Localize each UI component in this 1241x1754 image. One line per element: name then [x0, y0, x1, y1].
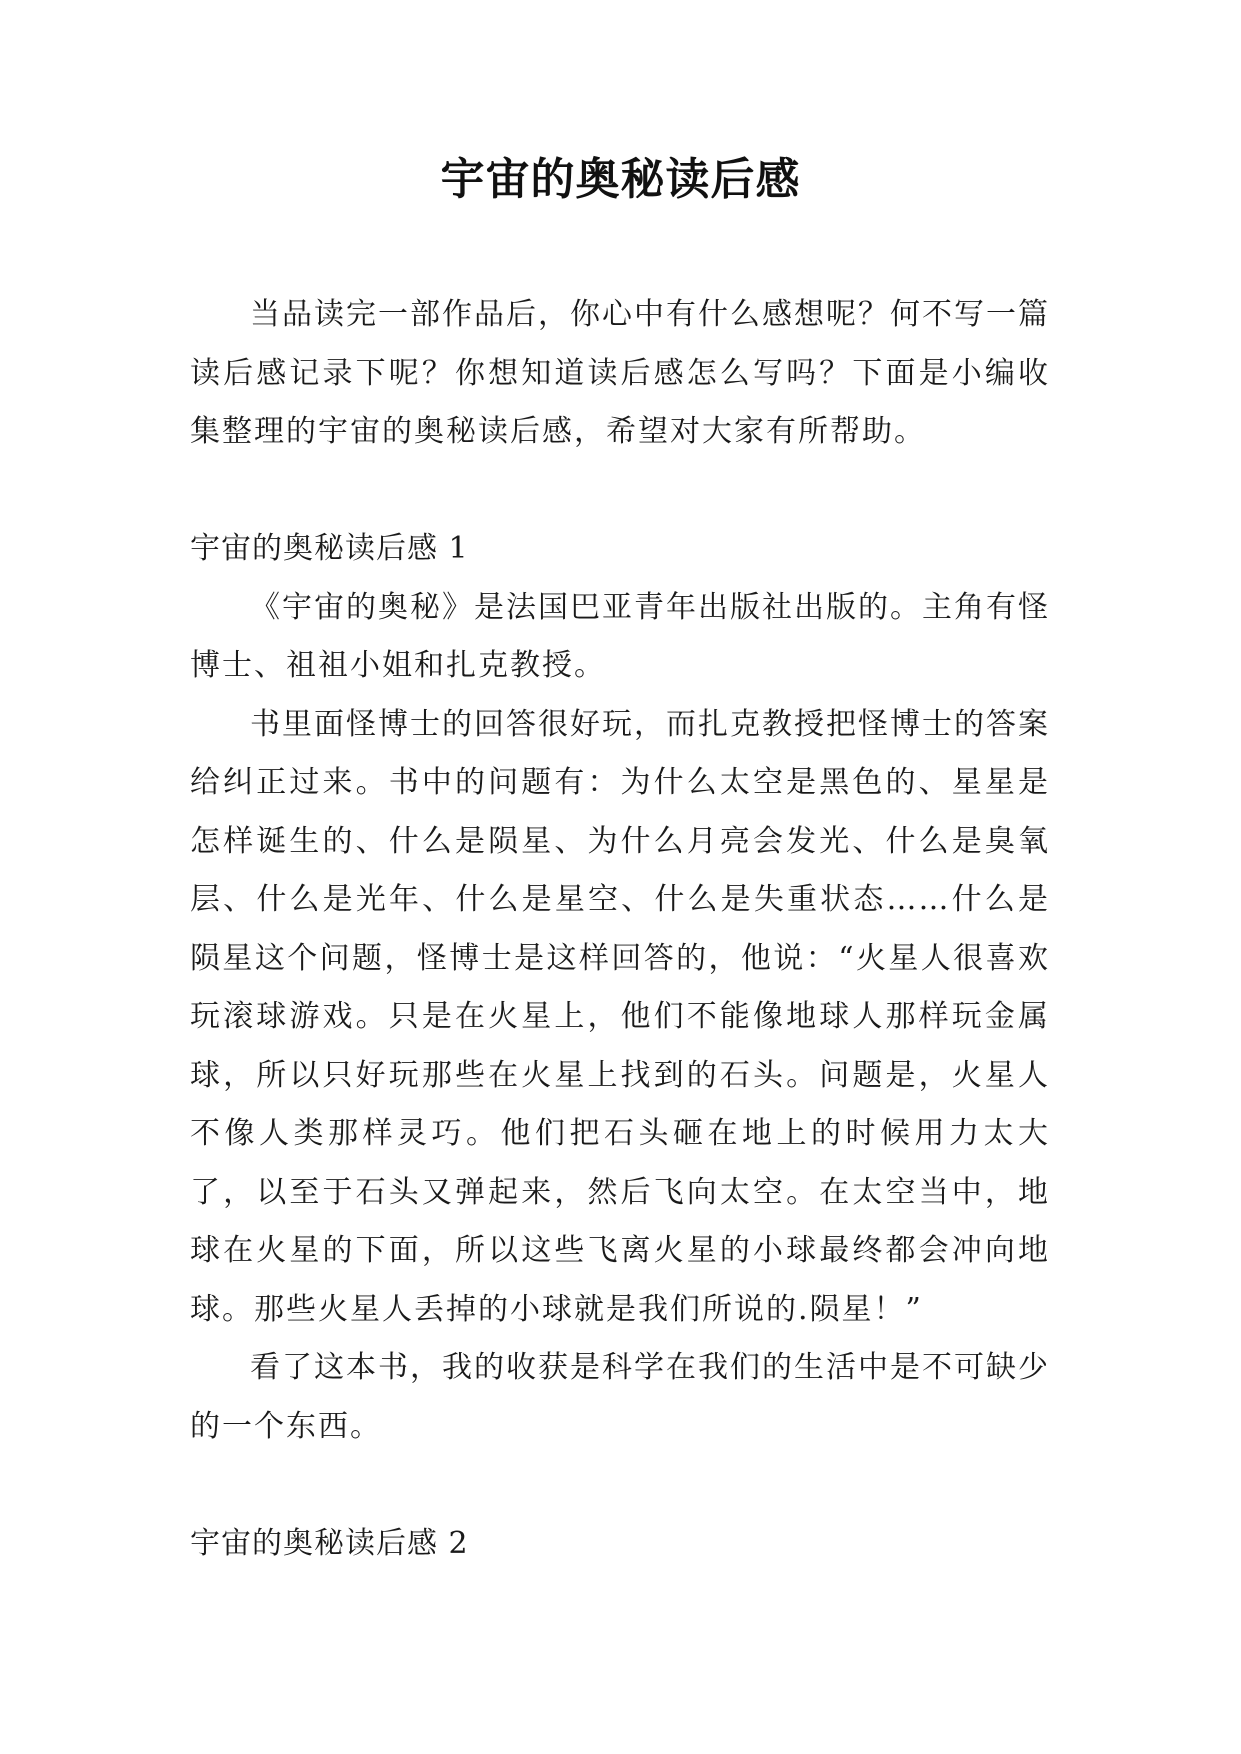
- section-1-paragraph-2: 书里面怪博士的回答很好玩，而扎克教授把怪博士的答案给纠正过来。书中的问题有：为什么太空是黑色的、星星是怎样诞生的、什么是陨星、为什么月亮会发光、什么是臭氧层、什么是光年、什么是星空、什么是失重状态……什么是陨星这个问题，怪博士是这样回答的，他说：“火星人很喜欢玩滚球游戏。只是在火星上，他们不能像地球人那样玩金属球，所以只好玩那些在火星上找到的石头。问题是，火星人不像人类那样灵巧。他们把石头砸在地上的时候用力太大了，以至于石头又弹起来，然后飞向太空。在太空当中，地球在火星的下面，所以这些飞离火星的小球最终都会冲向地球。那些火星人丢掉的小球就是我们所说的.陨星！”: [190, 706, 1050, 1327]
- section-1-paragraph-3: 看了这本书，我的收获是科学在我们的生活中是不可缺少的一个东西。: [190, 1350, 1050, 1444]
- spacer: [190, 1456, 1050, 1515]
- section-heading-1: 宇宙的奥秘读后感 1: [190, 531, 469, 566]
- section-heading-2: 宇宙的奥秘读后感 2: [190, 1525, 469, 1561]
- page-title: 宇宙的奥秘读后感: [440, 154, 801, 205]
- section-1-paragraph-1: 《宇宙的奥秘》是法国巴亚青年出版社出版的。主角有怪博士、祖祖小姐和扎克教授。: [190, 589, 1050, 683]
- document-body: [190, 286, 1050, 1573]
- intro-paragraph: 当品读完一部作品后，你心中有什么感想呢？何不写一篇读后感记录下呢？你想知道读后感怎么写吗？下面是小编收集整理的宇宙的奥秘读后感，希望对大家有所帮助。: [190, 297, 1050, 449]
- spacer: [190, 462, 1050, 521]
